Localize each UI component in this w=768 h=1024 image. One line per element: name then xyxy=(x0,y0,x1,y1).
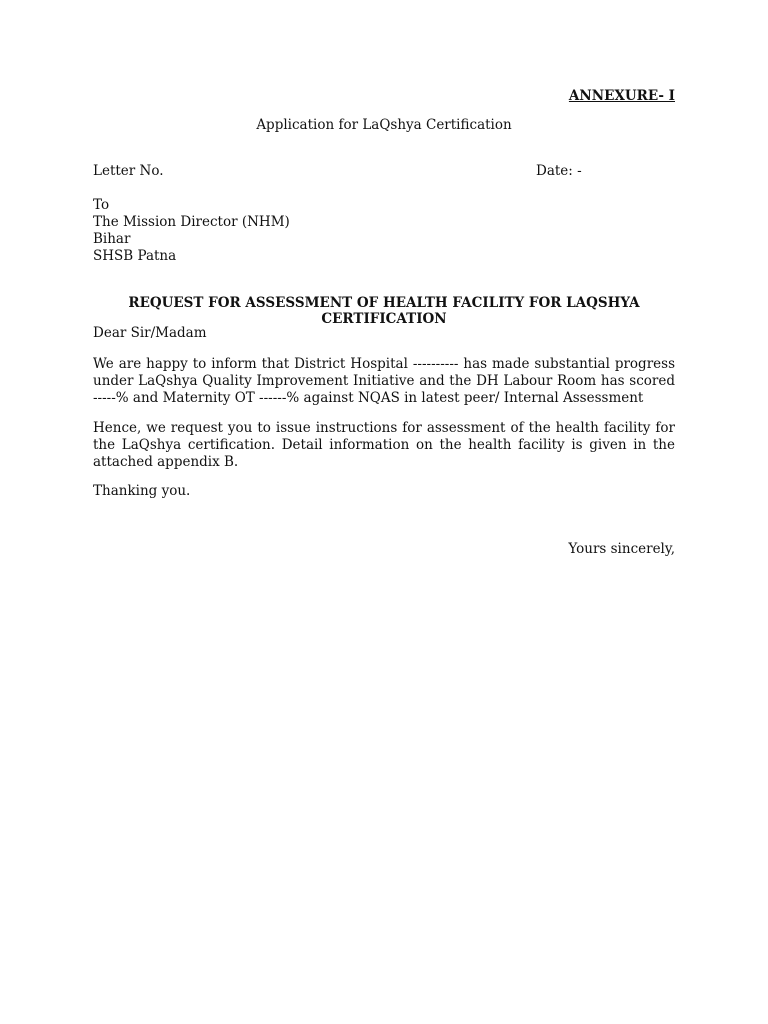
date-label: Date: - xyxy=(536,163,582,179)
closing-line: Yours sincerely, xyxy=(568,541,675,557)
salutation: Dear Sir/Madam xyxy=(93,325,207,341)
body-paragraph-2: Hence, we request you to issue instructions for assessment of the health facility for the LaQshya certification. Detail information on the health facility is given in the attached appendix B. xyxy=(93,420,675,470)
body-paragraph-1: We are happy to inform that District Hospital ---------- has made substantial progress under LaQshya Quality Improvement Initiative and the DH Labour Room has scored -----% and Maternity OT ------% against NQAS in latest peer/ Internal Assessment xyxy=(93,356,675,406)
thanks-line: Thanking you. xyxy=(93,483,191,499)
subject-line: REQUEST FOR ASSESSMENT OF HEALTH FACILITY FOR LAQSHYA CERTIFICATION xyxy=(128,295,640,327)
recipient-address xyxy=(93,197,675,265)
document-title: Application for LaQshya Certification xyxy=(256,117,512,133)
letter-number-label: Letter No. xyxy=(93,163,164,179)
annexure-heading: ANNEXURE- I xyxy=(568,88,675,104)
address-line-recipient: The Mission Director (NHM) xyxy=(93,214,290,230)
address-line-to: To xyxy=(93,197,110,213)
address-line-state: Bihar xyxy=(93,231,131,247)
address-line-office: SHSB Patna xyxy=(93,248,177,264)
